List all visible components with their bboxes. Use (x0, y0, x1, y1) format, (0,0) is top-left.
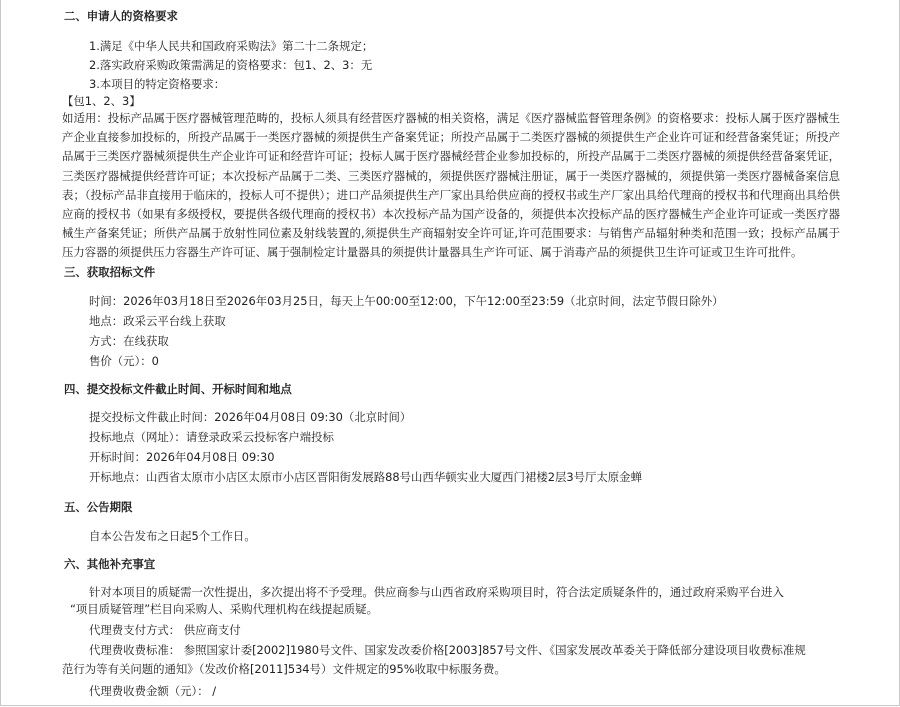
section-heading-obtain-docs: 三、获取招标文件 (64, 265, 156, 279)
opening-place: 开标地点：山西省太原市小店区太原市小店区晋阳街发展路88号山西华顿实业大厦西门裙楼2层3号厅太原金蝉 (89, 470, 642, 484)
agency-fee-amount: 代理费收费金额（元）： / (89, 684, 217, 698)
agency-fee-standard-line1: 代理费收费标准： 参照国家计委[2002]1980号文件、国家发改委价格[2003]857号文件、《国家发展改革委关于降低部分建设项目收费标准规 (89, 643, 806, 657)
other-paragraph-line2: “项目质疑管理”栏目向采购人、采购代理机构在线提起质疑。 (70, 602, 378, 616)
package-label: 【包1、2、3】 (62, 94, 141, 108)
opening-time: 开标时间：2026年04月08日 09:30 (89, 450, 275, 464)
notice-period-text: 自本公告发布之日起5个工作日。 (89, 529, 256, 543)
obtain-place: 地点：政采云平台线上获取 (89, 314, 226, 328)
qualification-detail: 如适用：投标产品属于医疗器械管理范畴的，投标人须具有经营医疗器械的相关资格，满足《医疗器械监督管理条例》的资格要求：投标人属于医疗器械生产企业直接参加投标的，所投产品属于一类医疗器械的须提供生产备案凭证；所投产品属于二类医疗器械的须提供生产企业许可证和经营备案凭证；所投产品属于三类医疗器械须提供生产企业许可证和经营许可证；投标人属于医疗器械经营企业参加投标的，所投产品属于二类医疗器械的须提供经营备案凭证，三类医疗器械提供经营许可证；本次投标产品属于二类、三类医疗器械的，须提供医疗器械注册证，属于一类医疗器械的，须提供第一类医疗器械备案信息表；（投标产品非直接用于临床的，投标人可不提供）；进口产品须提供生产厂家出具给供应商的授权书或生产厂家出具给代理商的授权书和代理商出具给供应商的授权书（如果有多级授权，要提供各级代理商的授权书）本次投标产品为国产设备的，须提供本次投标产品的医疗器械生产企业许可证或一类医疗器械生产备案凭证；所供产品属于放射性同位素及射线装置的,须提供生产商辐射安全许可证,许可范围要求：与销售产品辐射种类和范围一致；投标产品属于压力容器的须提供压力容器生产许可证、属于强制检定计量器具的须提供计量器具生产许可证、属于消毒产品的须提供卫生许可证或卫生许可批件。 (62, 111, 840, 260)
section-heading-other: 六、其他补充事宜 (64, 557, 156, 571)
obtain-method: 方式：在线获取 (89, 334, 169, 348)
obtain-time: 时间：2026年03月18日至2026年03月25日，每天上午00:00至12:00，下午12:00至23:59（北京时间，法定节假日除外） (89, 294, 724, 308)
obtain-price: 售价（元）：0 (89, 354, 159, 368)
agency-fee-method: 代理费支付方式： 供应商支付 (89, 623, 241, 637)
section-heading-qualification: 二、申请人的资格要求 (64, 9, 178, 23)
agency-fee-standard-line2: 范行为等有关问题的通知》（发改价格[2011]534号）文件规定的95%收取中标服务费。 (62, 662, 506, 676)
requirement-2: 2.落实政府采购政策需满足的资格要求：包1、2、3：无 (89, 58, 373, 72)
requirement-3: 3.本项目的特定资格要求： (89, 77, 226, 91)
submission-place: 投标地点（网址）：请登录政采云投标客户端投标 (89, 430, 334, 444)
other-paragraph-line1: 针对本项目的质疑需一次性提出，多次提出将不予受理。供应商参与山西省政府采购项目时，符合法定质疑条件的，通过政府采购平台进入 (89, 585, 784, 599)
section-heading-deadline: 四、提交投标文件截止时间、开标时间和地点 (64, 382, 292, 396)
requirement-1: 1.满足《中华人民共和国政府采购法》第二十二条规定； (89, 39, 374, 53)
submission-deadline: 提交投标文件截止时间：2026年04月08日 09:30（北京时间） (89, 410, 412, 424)
section-heading-notice-period: 五、公告期限 (64, 500, 133, 514)
